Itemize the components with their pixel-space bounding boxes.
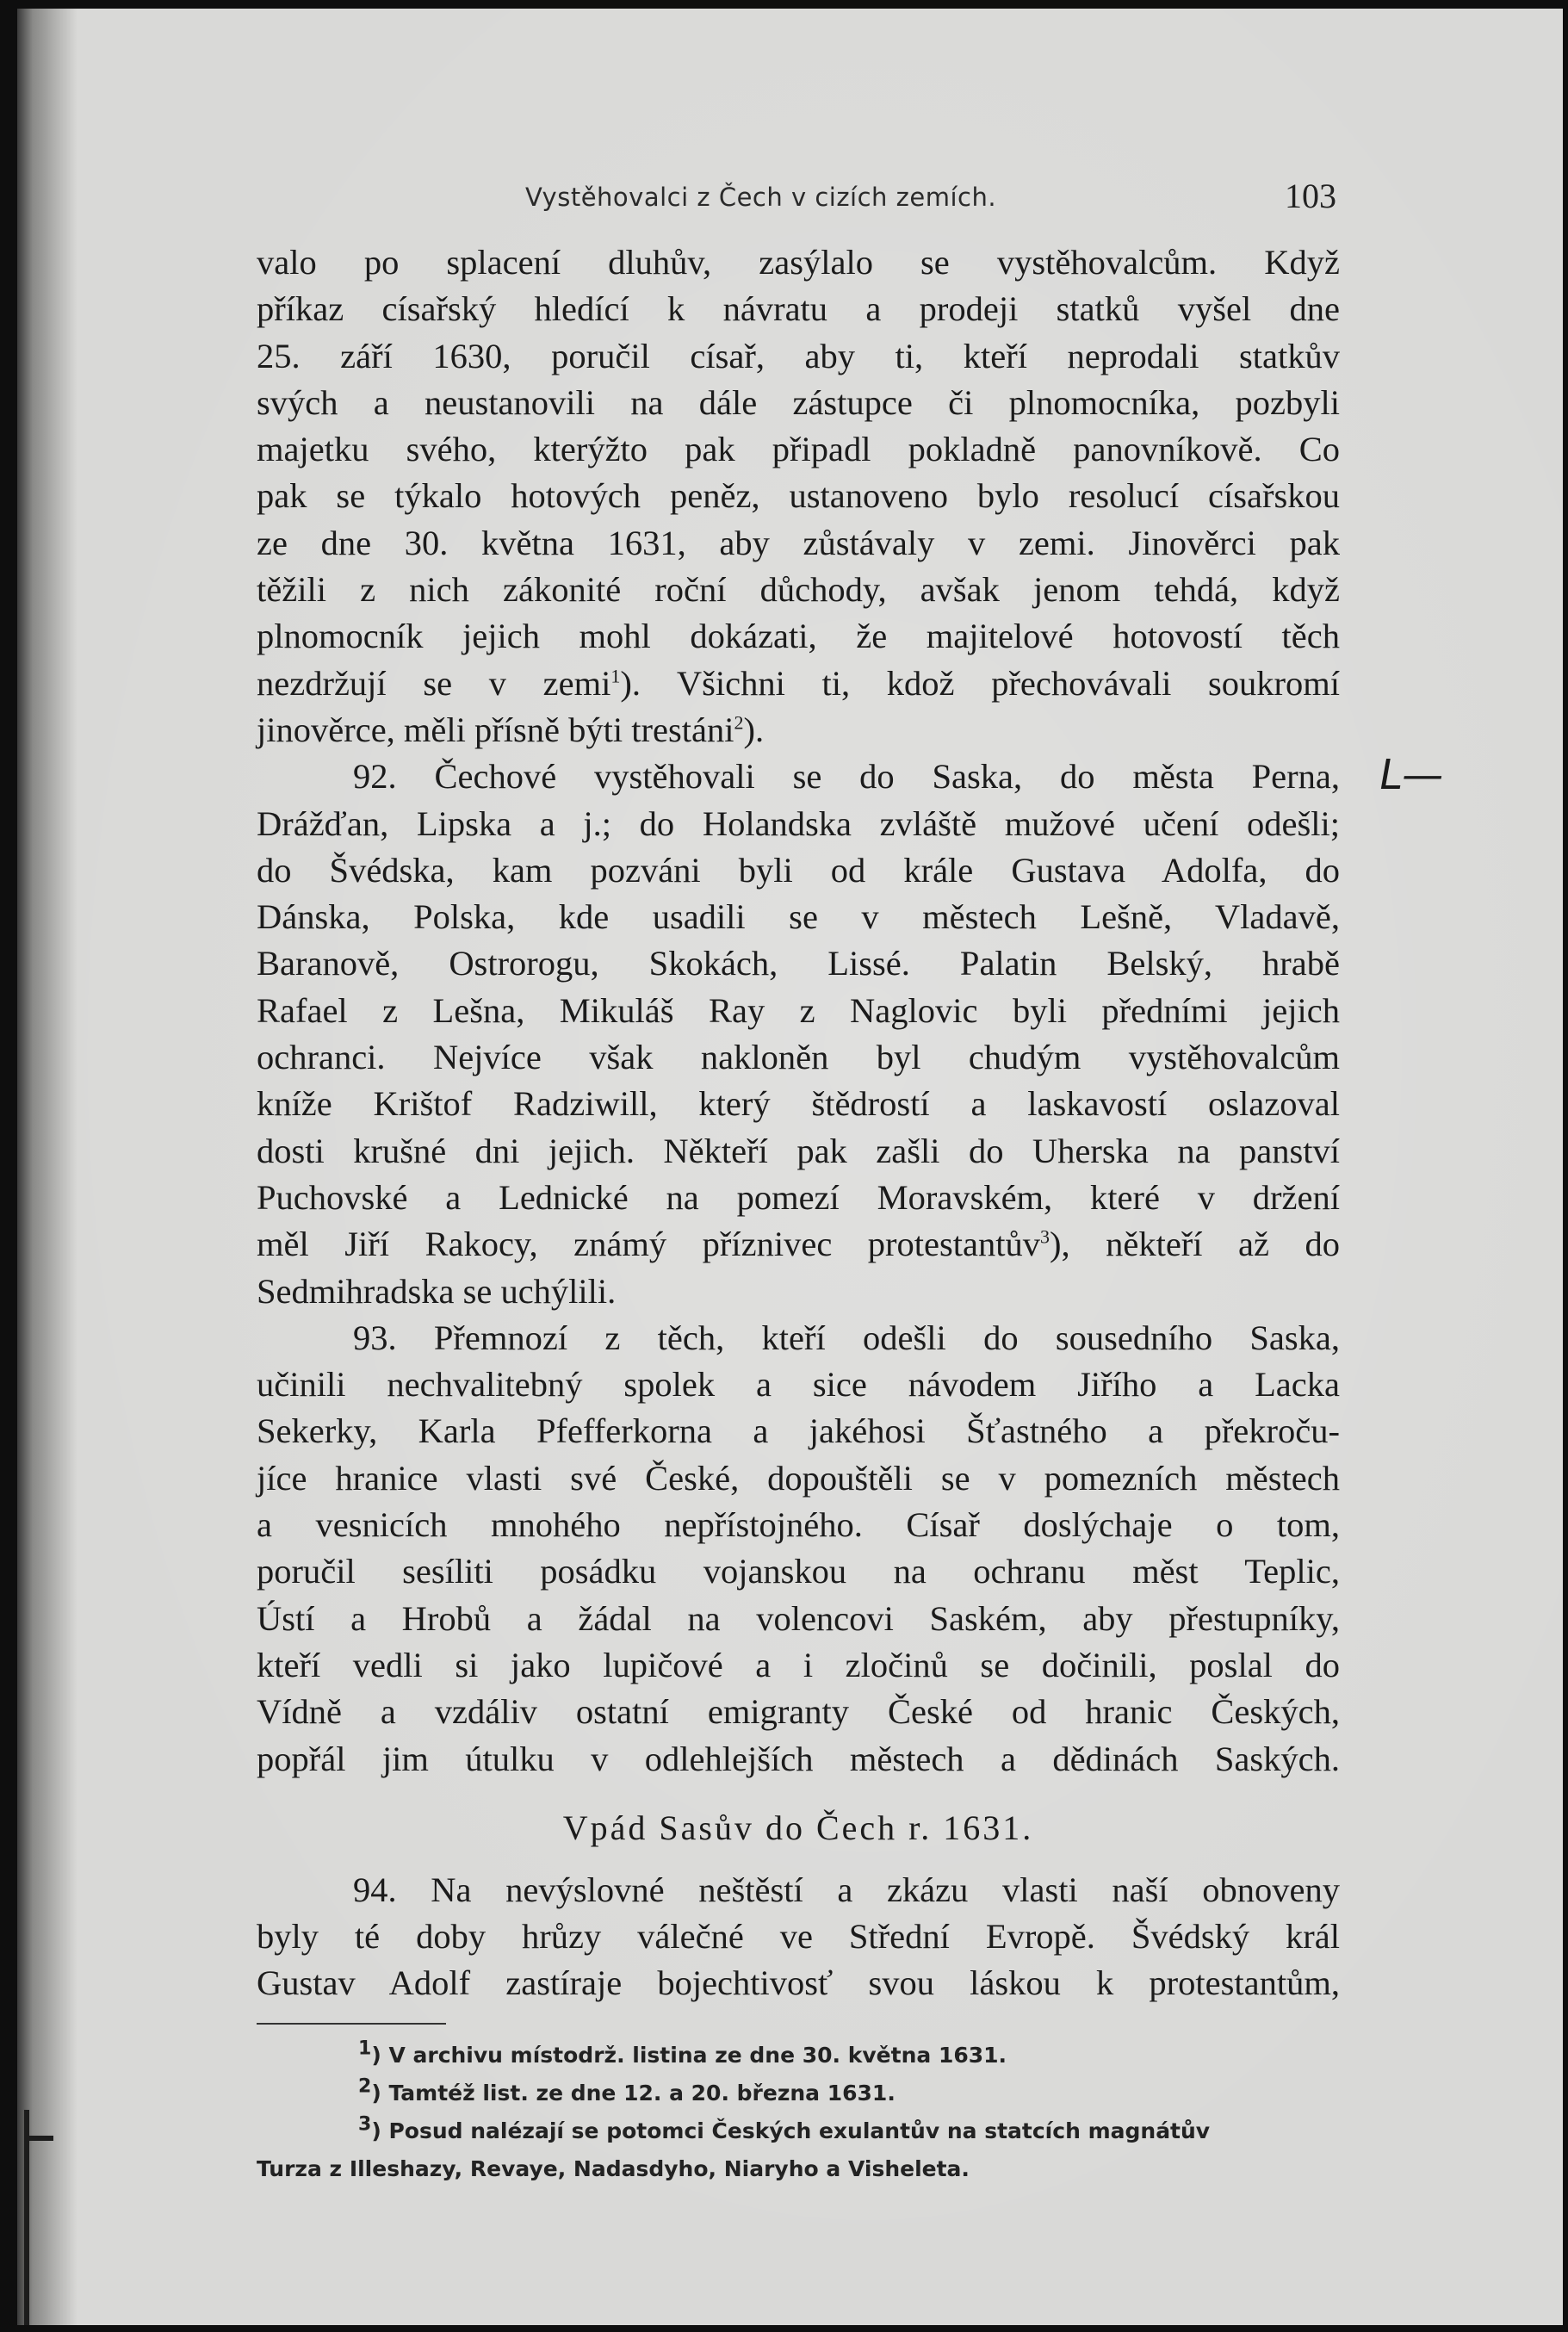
text-line: 25. září 1630, poručil císař, aby ti, kteří neprodali statkův [257, 336, 1340, 375]
paragraph-92-line: ochranci. Nejvíce však nakloněn byl chudým vystěhovalcům [257, 1038, 1340, 1077]
paragraph-92-line: Puchovské a Lednické na pomezí Moravském, které v držení [257, 1177, 1340, 1217]
paragraph-93-line: a vesnicích mnohého nepřístojného. Císař doslýchaje o tom, [257, 1505, 1340, 1545]
page-number: 103 [1285, 177, 1336, 215]
paragraph-94-line: byly té doby hrůzy válečné ve Střední Evropě. Švédský král [257, 1917, 1340, 1957]
binding-mark-tick [24, 2136, 53, 2141]
text-line: majetku svého, kterýžto pak připadl pokladně panovníkově. Co [257, 430, 1340, 469]
text-line: plnomocník jejich mohl dokázati, že majitelové hotovostí těch [257, 617, 1340, 656]
paragraph-92-line: do Švédska, kam pozváni byli od krále Gustava Adolfa, do [257, 850, 1340, 890]
footnote-3 [257, 2112, 1340, 2150]
text-fragment: nezdržují se v zemi [257, 663, 611, 703]
text-line: příkaz císařský hledící k návratu a prodeji statků vyšel dne [257, 289, 1340, 329]
footnote-marker: 3 [358, 2113, 372, 2136]
footnotes [257, 2037, 1340, 2188]
paragraph-93-line: kteří vedli si jako lupičové a i zločinů se dočinili, poslal do [257, 1645, 1340, 1684]
paragraph-92-line: 92. Čechové vystěhovali se do Saska, do města Perna, [353, 757, 1340, 797]
binding-mark [24, 2110, 45, 2325]
paragraph-92-line: Dánska, Polska, kde usadili se v městech Lešně, Vladavě, [257, 897, 1340, 937]
paragraph-92-line: Drážďan, Lipska a j.; do Holandska zvláště mužové učení odešli; [257, 803, 1340, 843]
running-head [257, 172, 1340, 233]
paragraph-92-line: Sedmihradska se uchýlili. [257, 1271, 617, 1311]
book-page [17, 9, 1563, 2325]
text-fragment: měl Jiří Rakocy, známý příznivec protestantův [257, 1225, 1040, 1264]
text-fragment: ). Všichni ti, kdož přechovávali soukromí [620, 663, 1340, 703]
text-line: valo po splacení dluhův, zasýlalo se vystěhovalcům. Když [257, 243, 1340, 282]
footnote-text: ) V archivu místodrž. listina ze dne 30. května 1631. [371, 2042, 1007, 2068]
text-line [257, 661, 1340, 707]
text-line: ze dne 30. května 1631, aby zůstávaly v zemi. Jinověrci pak [257, 523, 1340, 562]
footnote-marker: 1 [358, 2037, 372, 2060]
text-fragment: jinověrce, měli přísně býti trestáni [257, 710, 734, 749]
paragraph-93-line: popřál jim útulku v odlehlejších městech a dědinách Saských. [257, 1739, 1340, 1778]
paragraph-94-line: 94. Na nevýslovné neštěstí a zkázu vlasti naší obnoveny [353, 1870, 1340, 1909]
gutter-shadow [17, 9, 77, 2325]
paragraph-92-line: Baranově, Ostrorogu, Skokách, Lissé. Palatin Belský, hrabě [257, 944, 1340, 983]
text-line [257, 707, 1340, 754]
text-fragment: ). [743, 710, 765, 749]
footnote-ref-2: 2 [734, 711, 744, 734]
text-fragment: ), někteří až do [1050, 1225, 1340, 1264]
footnote-ref-3: 3 [1040, 1225, 1050, 1248]
paragraph-93-line: jíce hranice vlasti své České, dopouštěli se v pomezních městech [257, 1458, 1340, 1498]
footnote-ref-1: 1 [610, 665, 621, 687]
paragraph-93-line: 93. Přemnozí z těch, kteří odešli do sousedního Saska, [353, 1318, 1340, 1357]
footnote-2 [257, 2075, 1340, 2112]
paragraph-92-line: Rafael z Lešna, Mikuláš Ray z Naglovic byli předními jejich [257, 990, 1340, 1030]
section-heading: Vpád Sasův do Čech r. 1631. [562, 1808, 1034, 1847]
paragraph-93-line: učinili nechvalitebný spolek a sice návodem Jiřího a Lacka [257, 1365, 1340, 1405]
paragraph-93-line: Sekerky, Karla Pfefferkorna a jakéhosi Šťastného a překroču- [257, 1411, 1340, 1451]
text-line: těžili z nich zákonité roční důchody, avšak jenom tehdá, když [257, 570, 1340, 610]
paragraph-92-line [257, 1221, 1340, 1268]
footnote-text: ) Posud nalézají se potomci Českých exulantův na statcích magnátův [371, 2118, 1211, 2143]
footnote-1 [257, 2037, 1340, 2075]
paragraph-93-line: Ústí a Hrobů a žádal na volencovi Saském, aby přestupníky, [257, 1598, 1340, 1638]
handwritten-margin-mark: L— [1375, 751, 1448, 799]
body-text [257, 239, 1340, 2007]
footnote-3-continuation: Turza z Illeshazy, Revaye, Nadasdyho, Niaryho a Visheleta. [257, 2155, 970, 2181]
text-line: svých a neustanovili na dále zástupce či plnomocníka, pozbyli [257, 382, 1340, 422]
text-block [257, 172, 1340, 2188]
running-title: Vystěhovalci z Čech v cizích zemích. [525, 183, 997, 212]
footnote-marker: 2 [358, 2075, 372, 2098]
paragraph-93-line: Vídně a vzdáliv ostatní emigranty České od hranic Českých, [257, 1692, 1340, 1732]
text-line: pak se týkalo hotových peněz, ustanoveno bylo resolucí císařskou [257, 476, 1340, 516]
paragraph-92-line: dosti krušné dni jejich. Někteří pak zašli do Uherska na panství [257, 1131, 1340, 1170]
footnote-text: ) Tamtéž list. ze dne 12. a 20. března 1631. [371, 2080, 896, 2106]
paragraph-93-line: poručil sesíliti posádku vojanskou na ochranu měst Teplic, [257, 1552, 1340, 1591]
footnote-divider [257, 2023, 446, 2025]
paragraph-92-line: kníže Krištof Radziwill, který štědrostí a laskavostí oslazoval [257, 1084, 1340, 1124]
paragraph-94-line: Gustav Adolf zastíraje bojechtivosť svou láskou k protestantům, [257, 1963, 1340, 2003]
